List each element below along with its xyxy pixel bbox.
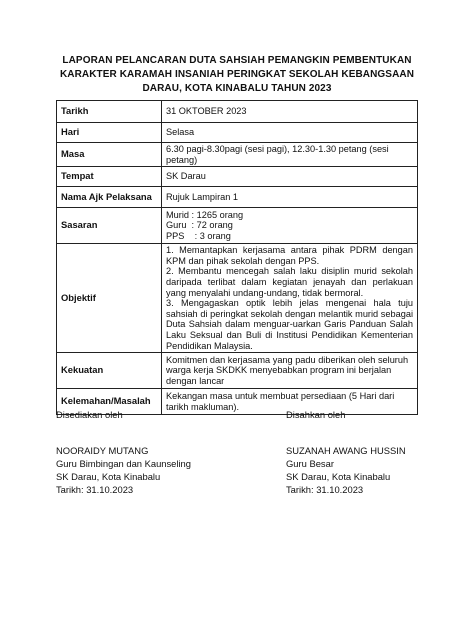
- row-masa: [57, 143, 418, 167]
- label-objektif: Objektif: [57, 244, 162, 353]
- report-table: [56, 100, 418, 415]
- approved-position: Guru Besar: [286, 458, 334, 469]
- row-ajk: [57, 187, 418, 208]
- title-line-1: LAPORAN PELANCARAN DUTA SAHSIAH PEMANGKIN PEMBENTUKAN: [62, 55, 412, 66]
- prepared-date: Tarikh: 31.10.2023: [56, 484, 134, 495]
- title-line-2: KARAKTER KARAMAH INSANIAH PERINGKAT SEKOLAH KEBANGSAAN: [59, 69, 415, 80]
- objektif-item-2: 2. Membantu mencegah salah laku disiplin murid sekolah daripada terlibat dalam kegiatan jenayah dan perlakuan yang menyalahi undang-undang, tidak bermoral.: [166, 266, 413, 298]
- row-objektif: [57, 244, 418, 353]
- sasaran-murid: Murid : 1265 orang: [166, 209, 244, 220]
- prepared-school: SK Darau, Kota Kinabalu: [56, 471, 161, 482]
- value-kekuatan: Komitmen dan kerjasama yang padu diberikan oleh seluruh warga kerja SKDKK menyebabkan program ini berjalan dengan lancar: [162, 353, 418, 389]
- value-tarikh: 31 OKTOBER 2023: [162, 101, 418, 123]
- prepared-name: NOORAIDY MUTANG: [56, 445, 149, 456]
- label-kelemahan: Kelemahan/Masalah: [57, 389, 162, 415]
- report-title: [40, 54, 434, 96]
- row-sasaran: [57, 208, 418, 244]
- objektif-item-1: 1. Memantapkan kerjasama antara pihak PDRM dengan KPM dan pihak sekolah dengan PPS.: [166, 245, 413, 266]
- approved-heading: Disahkan oleh: [286, 409, 346, 420]
- row-hari: [57, 123, 418, 143]
- label-kekuatan: Kekuatan: [57, 353, 162, 389]
- prepared-heading: Disediakan oleh: [56, 409, 123, 420]
- approved-date: Tarikh: 31.10.2023: [286, 484, 364, 495]
- value-objektif: [162, 244, 418, 353]
- title-line-3: DARAU, KOTA KINABALU TAHUN 2023: [142, 83, 332, 94]
- label-hari: Hari: [57, 123, 162, 143]
- prepared-by-block: [56, 408, 191, 496]
- prepared-position: Guru Bimbingan dan Kaunseling: [56, 458, 191, 469]
- approved-by-block: [286, 408, 406, 496]
- approved-school: SK Darau, Kota Kinabalu: [286, 471, 391, 482]
- objektif-item-3: 3. Mengagaskan optik lebih jelas mengenai hala tuju sahsiah di peringkat sekolah dengan melantik murid sebagai Duta Sahsiah dalam menguar-uarkan Garis Panduan Salah Laku Seksual dan Buli di Institusi Pendidikan Kementerian Pendidikan Malaysia.: [166, 298, 413, 351]
- approved-name: SUZANAH AWANG HUSSIN: [286, 445, 406, 456]
- row-tarikh: [57, 101, 418, 123]
- sasaran-pps: PPS : 3 orang: [166, 230, 231, 241]
- value-kelemahan: Kekangan masa untuk membuat persediaan (5 Hari dari tarikh makluman).: [162, 389, 418, 415]
- value-masa: 6.30 pagi-8.30pagi (sesi pagi), 12.30-1.30 petang (sesi petang): [162, 143, 418, 167]
- sasaran-guru: Guru : 72 orang: [166, 220, 233, 231]
- value-tempat: SK Darau: [162, 167, 418, 187]
- value-ajk: Rujuk Lampiran 1: [162, 187, 418, 208]
- label-ajk: Nama Ajk Pelaksana: [57, 187, 162, 208]
- value-hari: Selasa: [162, 123, 418, 143]
- label-tarikh: Tarikh: [57, 101, 162, 123]
- row-kekuatan: [57, 353, 418, 389]
- label-sasaran: Sasaran: [57, 208, 162, 244]
- label-masa: Masa: [57, 143, 162, 167]
- row-tempat: [57, 167, 418, 187]
- label-tempat: Tempat: [57, 167, 162, 187]
- value-sasaran: [162, 208, 418, 244]
